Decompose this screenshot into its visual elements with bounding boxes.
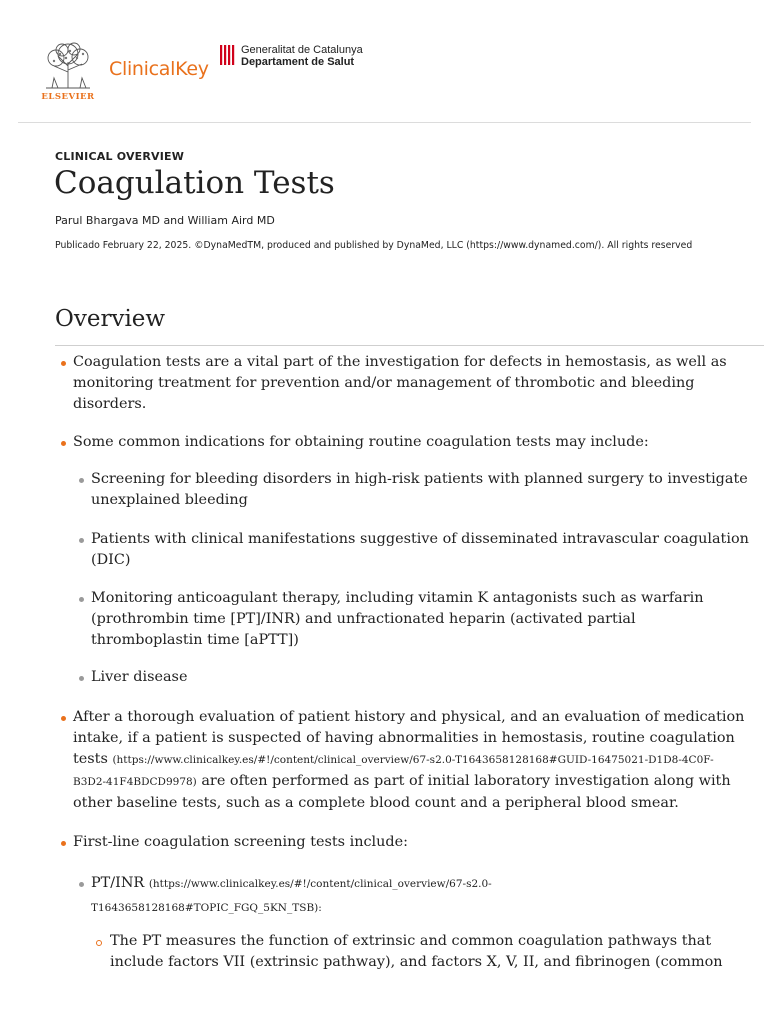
list-item-line: (prothrombin time [PT]/INR) and unfractionated heparin (activated partial [91, 611, 636, 627]
list-item [73, 352, 753, 415]
list-item-line: Some common indications for obtaining routine coagulation tests may include: [73, 434, 649, 450]
bullet-icon [79, 538, 84, 543]
list-item [73, 432, 753, 453]
list-item-line: The PT measures the function of extrinsic and common coagulation pathways that [110, 933, 712, 949]
reference-link[interactable]: (https://www.clinicalkey.es/#!/content/clinical_overview/67-s2.0-T1643658128168#GUID-16475021-D1D8-4C0F- [112, 754, 714, 766]
list-item [91, 667, 756, 688]
list-item-text: are often performed as part of initial laboratory investigation along with [196, 773, 731, 789]
bullet-icon [96, 940, 102, 946]
list-item [110, 931, 760, 973]
list-item-line: monitoring treatment for prevention and/or management of thrombotic and bleeding [73, 375, 695, 391]
bullet-icon [79, 478, 84, 483]
list-item [91, 873, 756, 919]
article-authors: Parul Bhargava MD and William Aird MD [55, 214, 275, 227]
elsevier-wordmark: ELSEVIER [41, 92, 95, 102]
list-item [73, 707, 758, 814]
list-item-line: unexplained bleeding [91, 492, 248, 508]
section-heading-overview: Overview [55, 306, 166, 332]
bullet-icon [61, 841, 66, 846]
list-item-line: include factors VII (extrinsic pathway), and factors X, V, II, and fibrinogen (common [110, 954, 723, 970]
gencat-line-2: Departament de Salut [241, 56, 355, 68]
list-item-text: PT/INR [91, 875, 149, 891]
list-item-line: (DIC) [91, 552, 131, 568]
gencat-line-1: Generalitat de Catalunya [241, 44, 363, 56]
list-item-line: other baseline tests, such as a complete blood count and a peripheral blood smear. [73, 795, 679, 811]
article-kicker: CLINICAL OVERVIEW [55, 150, 185, 163]
bullet-icon [79, 676, 84, 681]
bullet-icon [61, 361, 66, 366]
list-item-line: disorders. [73, 396, 147, 412]
list-item-text: tests [73, 751, 113, 767]
page-header [0, 0, 768, 122]
list-item [91, 588, 756, 651]
list-item-line: intake, if a patient is suspected of having abnormalities in hemostasis, routine coagulation [73, 730, 735, 746]
section-divider [55, 345, 764, 346]
bullet-icon [79, 882, 84, 887]
list-item-line: Coagulation tests are a vital part of the investigation for defects in hemostasis, as well as [73, 354, 727, 370]
elsevier-tree-icon [40, 42, 96, 90]
reference-link[interactable]: (https://www.clinicalkey.es/#!/content/clinical_overview/67-s2.0- [148, 878, 492, 890]
bullet-icon [61, 716, 66, 721]
list-item-line: First-line coagulation screening tests include: [73, 834, 409, 850]
list-item-line: Patients with clinical manifestations suggestive of disseminated intravascular coagulation [91, 531, 749, 547]
gencat-flag-icon [219, 44, 235, 66]
list-item-line [73, 771, 758, 793]
list-item-line [91, 897, 756, 919]
reference-link[interactable]: B3D2-41F4BDCD9978) [73, 776, 197, 788]
list-item-line [73, 749, 758, 771]
page-title: Coagulation Tests [54, 165, 335, 201]
publication-line: Publicado February 22, 2025. ©DynaMedTM, produced and published by DynaMed, LLC (https://www.dynamed.com/). All rights reserved [55, 240, 693, 251]
list-item-line: Monitoring anticoagulant therapy, including vitamin K antagonists such as warfarin [91, 590, 704, 606]
clinicalkey-logo[interactable]: ClinicalKey [109, 58, 209, 80]
reference-link[interactable]: T1643658128168#TOPIC_FGQ_5KN_TSB): [91, 902, 322, 914]
bullet-icon [61, 441, 66, 446]
list-item-line [91, 873, 756, 895]
list-item [73, 832, 753, 853]
list-item [91, 469, 756, 511]
list-item-line: thromboplastin time [aPTT]) [91, 632, 299, 648]
list-item-line: After a thorough evaluation of patient history and physical, and an evaluation of medication [73, 709, 745, 725]
elsevier-logo[interactable] [38, 42, 98, 104]
bullet-icon [79, 597, 84, 602]
list-item [91, 529, 756, 571]
list-item-line: Screening for bleeding disorders in high-risk patients with planned surgery to investigate [91, 471, 748, 487]
list-item-line: Liver disease [91, 669, 188, 685]
header-divider [18, 122, 751, 123]
